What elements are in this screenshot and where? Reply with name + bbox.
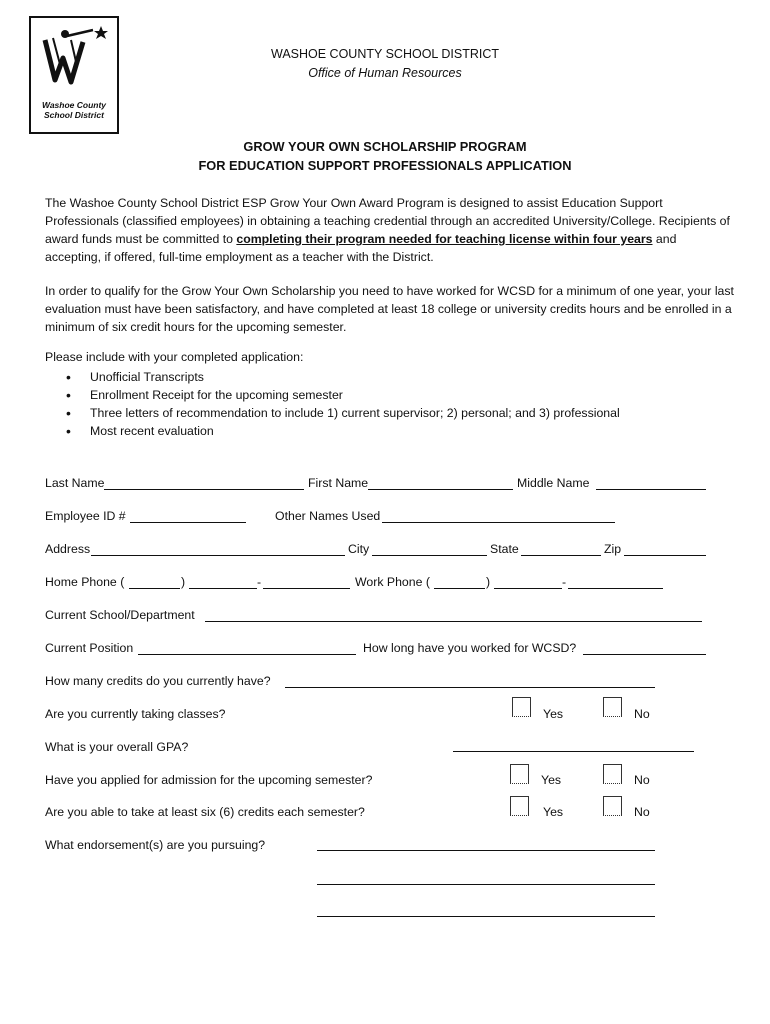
first-name-label: First Name bbox=[308, 476, 369, 490]
last-name-field[interactable] bbox=[104, 489, 304, 490]
list-item: • Unofficial Transcripts bbox=[66, 368, 620, 386]
six-credits-no-label: No bbox=[634, 805, 650, 819]
endorsement-field-1[interactable] bbox=[317, 850, 655, 851]
work-phone-area-field[interactable] bbox=[434, 588, 485, 589]
zip-label: Zip bbox=[604, 542, 622, 556]
applied-yes-label: Yes bbox=[541, 773, 562, 787]
employee-id-label: Employee ID # bbox=[45, 509, 126, 523]
zip-field[interactable] bbox=[624, 555, 706, 556]
taking-classes-yes-label: Yes bbox=[543, 707, 564, 721]
taking-classes-no-checkbox[interactable] bbox=[603, 697, 622, 717]
state-label: State bbox=[490, 542, 519, 556]
intro-paragraph-1 bbox=[45, 194, 735, 266]
position-label: Current Position bbox=[45, 641, 134, 655]
school-dept-label: Current School/Department bbox=[45, 608, 195, 622]
six-credits-no-checkbox[interactable] bbox=[603, 796, 622, 816]
work-phone-paren: ) bbox=[486, 575, 491, 589]
intro-p1-emphasis: completing their program needed for teaching license within four years bbox=[236, 232, 653, 246]
logo-text-line2: School District bbox=[44, 110, 104, 120]
list-item: • Most recent evaluation bbox=[66, 422, 620, 440]
six-credits-yes-label: Yes bbox=[543, 805, 564, 819]
requirements-list bbox=[66, 368, 620, 440]
home-phone-prefix-field[interactable] bbox=[189, 588, 257, 589]
city-label: City bbox=[348, 542, 370, 556]
form-title-line1: GROW YOUR OWN SCHOLARSHIP PROGRAM bbox=[243, 139, 527, 154]
logo-text-line1: Washoe County bbox=[41, 100, 107, 110]
address-field[interactable] bbox=[91, 555, 345, 556]
intro-p1-text-b: and accepting, if offered, full-time employment as a teacher with the District. bbox=[45, 232, 677, 264]
endorsement-field-2[interactable] bbox=[317, 884, 655, 885]
address-label: Address bbox=[45, 542, 91, 556]
office-name: Office of Human Resources bbox=[308, 66, 462, 80]
taking-classes-no-label: No bbox=[634, 707, 650, 721]
requirements-intro: Please include with your completed application: bbox=[45, 350, 304, 364]
list-item: • Three letters of recommendation to include 1) current supervisor; 2) personal; and 3) professional bbox=[66, 404, 620, 422]
six-credits-label: Are you able to take at least six (6) credits each semester? bbox=[45, 805, 365, 819]
endorsement-label: What endorsement(s) are you pursuing? bbox=[45, 838, 266, 852]
last-name-label: Last Name bbox=[45, 476, 105, 490]
home-phone-area-field[interactable] bbox=[129, 588, 180, 589]
intro-paragraph-2: In order to qualify for the Grow Your Own Scholarship you need to have worked for WCSD for a minimum of one year, your last evaluation must have been satisfactory, and have completed at least 18 college or university credits hours and be enrolled in a minimum of six credit hours for the upcoming semester. bbox=[45, 284, 734, 334]
home-phone-label: Home Phone ( bbox=[45, 575, 125, 589]
endorsement-field-3[interactable] bbox=[317, 916, 655, 917]
work-phone-dash: - bbox=[562, 575, 567, 589]
gpa-label: What is your overall GPA? bbox=[45, 740, 189, 754]
middle-name-field[interactable] bbox=[596, 489, 706, 490]
position-field[interactable] bbox=[138, 654, 356, 655]
work-phone-prefix-field[interactable] bbox=[494, 588, 562, 589]
applied-no-label: No bbox=[634, 773, 650, 787]
work-phone-number-field[interactable] bbox=[568, 588, 663, 589]
credits-label: How many credits do you currently have? bbox=[45, 674, 271, 688]
school-dept-field[interactable] bbox=[205, 621, 702, 622]
credits-field[interactable] bbox=[285, 687, 655, 688]
intro-p1-text-a: The Washoe County School District ESP Grow Your Own Award Program is designed to assist Education Support Professionals (classified employees) in obtaining a teaching credential through an accredited University/College. Recipients of award funds must be committed to bbox=[45, 196, 730, 246]
taking-classes-label: Are you currently taking classes? bbox=[45, 707, 226, 721]
logo-text bbox=[37, 100, 111, 120]
state-field[interactable] bbox=[521, 555, 601, 556]
home-phone-paren: ) bbox=[181, 575, 186, 589]
form-title-line2: FOR EDUCATION SUPPORT PROFESSIONALS APPLICATION bbox=[198, 158, 572, 173]
how-long-label: How long have you worked for WCSD? bbox=[363, 641, 577, 655]
applied-no-checkbox[interactable] bbox=[603, 764, 622, 784]
first-name-field[interactable] bbox=[368, 489, 513, 490]
applied-label: Have you applied for admission for the upcoming semester? bbox=[45, 773, 373, 787]
city-field[interactable] bbox=[372, 555, 487, 556]
employee-id-field[interactable] bbox=[130, 522, 246, 523]
home-phone-number-field[interactable] bbox=[263, 588, 350, 589]
district-name: WASHOE COUNTY SCHOOL DISTRICT bbox=[270, 47, 500, 61]
how-long-field[interactable] bbox=[583, 654, 706, 655]
other-names-field[interactable] bbox=[382, 522, 615, 523]
work-phone-label: Work Phone ( bbox=[355, 575, 430, 589]
list-item: • Enrollment Receipt for the upcoming semester bbox=[66, 386, 620, 404]
applied-yes-checkbox[interactable] bbox=[510, 764, 529, 784]
gpa-field[interactable] bbox=[453, 751, 694, 752]
home-phone-dash: - bbox=[257, 575, 262, 589]
six-credits-yes-checkbox[interactable] bbox=[510, 796, 529, 816]
taking-classes-yes-checkbox[interactable] bbox=[512, 697, 531, 717]
middle-name-label: Middle Name bbox=[517, 476, 590, 490]
other-names-label: Other Names Used bbox=[275, 509, 381, 523]
